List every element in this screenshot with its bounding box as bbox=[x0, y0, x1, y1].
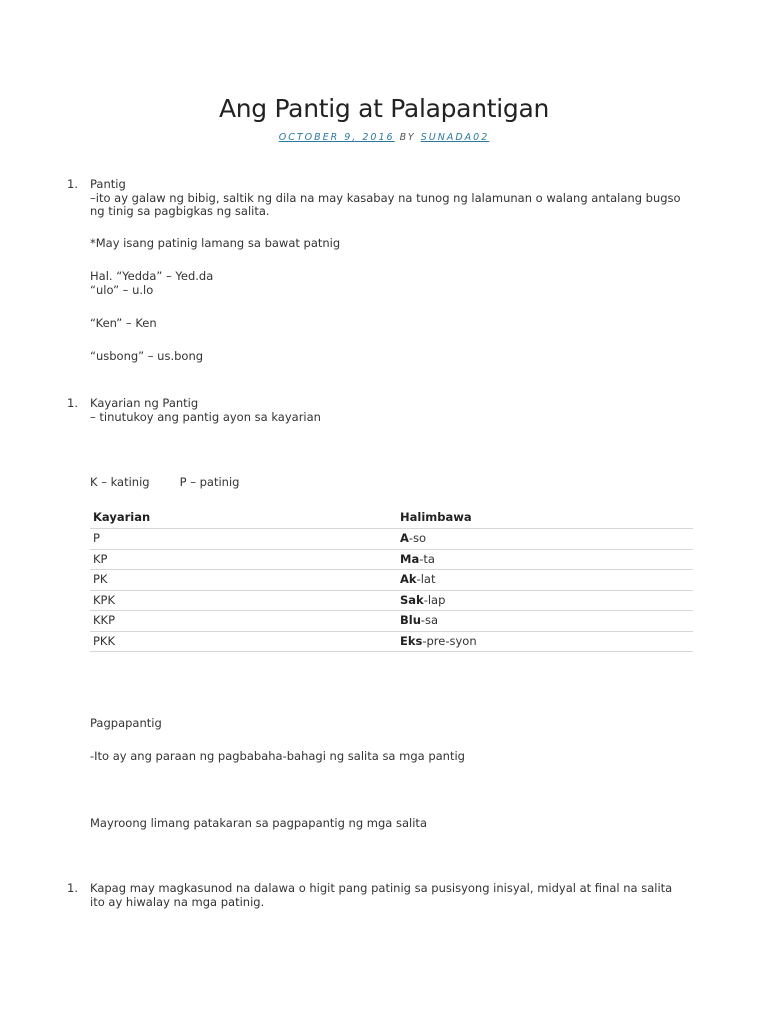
pantig-definition-line1: –ito ay galaw ng bibig, saltik ng dila na may kasabay na tunog ng lalamunan o walang antalang bugso bbox=[90, 190, 681, 205]
example-bold-part: Ma bbox=[400, 551, 420, 566]
table-header-row bbox=[90, 508, 693, 529]
column-header-halimbawa: Halimbawa bbox=[400, 510, 472, 525]
pantig-note: *May isang patinig lamang sa bawat patnig bbox=[90, 236, 341, 250]
example-ulo: “ulo” – u.lo bbox=[90, 282, 154, 297]
rules-intro: Mayroong limang patakaran sa pagpapantig ng mga salita bbox=[90, 816, 427, 830]
table-row bbox=[90, 570, 693, 591]
kayarian-table-wrapper bbox=[90, 508, 700, 652]
rule-1-line1: Kapag may magkasunod na dalawa o higit pang patinig sa pusisyong inisyal, midyal at final na salita bbox=[90, 881, 673, 895]
kayarian-section bbox=[90, 397, 700, 424]
table-cell-halimbawa bbox=[397, 590, 693, 611]
by-label: BY bbox=[399, 132, 416, 143]
example-rest-part: -lap bbox=[423, 592, 446, 607]
list-number: 1. bbox=[67, 177, 78, 191]
table-cell-halimbawa bbox=[397, 631, 693, 652]
table-cell-kayarian: KKP bbox=[90, 611, 397, 632]
table-cell-kayarian: P bbox=[90, 529, 397, 550]
legend-katinig: K – katinig bbox=[90, 475, 150, 489]
pagpapantig-heading: Pagpapantig bbox=[90, 716, 162, 730]
table-cell-halimbawa bbox=[397, 611, 693, 632]
table-cell-kayarian: KPK bbox=[90, 590, 397, 611]
list-number: 1. bbox=[67, 396, 78, 410]
example-block bbox=[90, 270, 700, 297]
example-rest-part: -sa bbox=[420, 613, 439, 627]
author-link[interactable]: SUNADA02 bbox=[420, 132, 490, 143]
rule-1 bbox=[90, 882, 700, 909]
kayarian-heading: Kayarian ng Pantig bbox=[90, 396, 199, 410]
pantig-section bbox=[90, 178, 700, 219]
example-bold-part: Ak bbox=[400, 572, 417, 586]
pantig-heading: Pantig bbox=[90, 177, 126, 191]
post-title: Ang Pantig at Palapantigan bbox=[218, 94, 550, 123]
pantig-definition-line2: ng tinig sa pagbigkas ng salita. bbox=[90, 204, 270, 218]
example-usbong: “usbong” – us.bong bbox=[90, 349, 204, 363]
example-rest-part: -so bbox=[408, 531, 427, 545]
post-meta bbox=[0, 132, 768, 143]
example-bold-part: A bbox=[400, 531, 409, 545]
example-rest-part: -pre-syon bbox=[422, 633, 477, 648]
example-bold-part: Sak bbox=[400, 592, 424, 607]
table-cell-halimbawa bbox=[397, 570, 693, 591]
column-header-kayarian: Kayarian bbox=[93, 510, 151, 525]
kayarian-table bbox=[90, 508, 693, 652]
table-row bbox=[90, 529, 693, 550]
post-date-link[interactable]: OCTOBER 9, 2016 bbox=[278, 132, 395, 143]
example-yedda: Hal. “Yedda” – Yed.da bbox=[90, 269, 214, 283]
legend-patinig: P – patinig bbox=[179, 475, 240, 489]
table-row bbox=[90, 611, 693, 632]
legend bbox=[90, 476, 700, 490]
kayarian-definition: – tinutukoy ang pantig ayon sa kayarian bbox=[90, 409, 321, 424]
example-bold-part: Eks bbox=[400, 633, 423, 648]
table-row bbox=[90, 590, 693, 611]
pagpapantig-definition: -Ito ay ang paraan ng pagbabaha-bahagi ng salita sa mga pantig bbox=[90, 749, 465, 763]
table-row bbox=[90, 631, 693, 652]
example-rest-part: -lat bbox=[416, 572, 436, 586]
table-cell-halimbawa bbox=[397, 549, 693, 570]
table-cell-kayarian: KP bbox=[90, 549, 397, 570]
rule-1-line2: ito ay hiwalay na mga patinig. bbox=[90, 894, 265, 909]
table-cell-halimbawa bbox=[397, 529, 693, 550]
table-cell-kayarian: PKK bbox=[90, 631, 397, 652]
list-number: 1. bbox=[67, 881, 78, 895]
example-bold-part: Blu bbox=[400, 613, 421, 627]
table-row bbox=[90, 549, 693, 570]
example-ken: “Ken” – Ken bbox=[90, 316, 157, 330]
table-cell-kayarian: PK bbox=[90, 570, 397, 591]
example-rest-part: -ta bbox=[419, 551, 435, 566]
